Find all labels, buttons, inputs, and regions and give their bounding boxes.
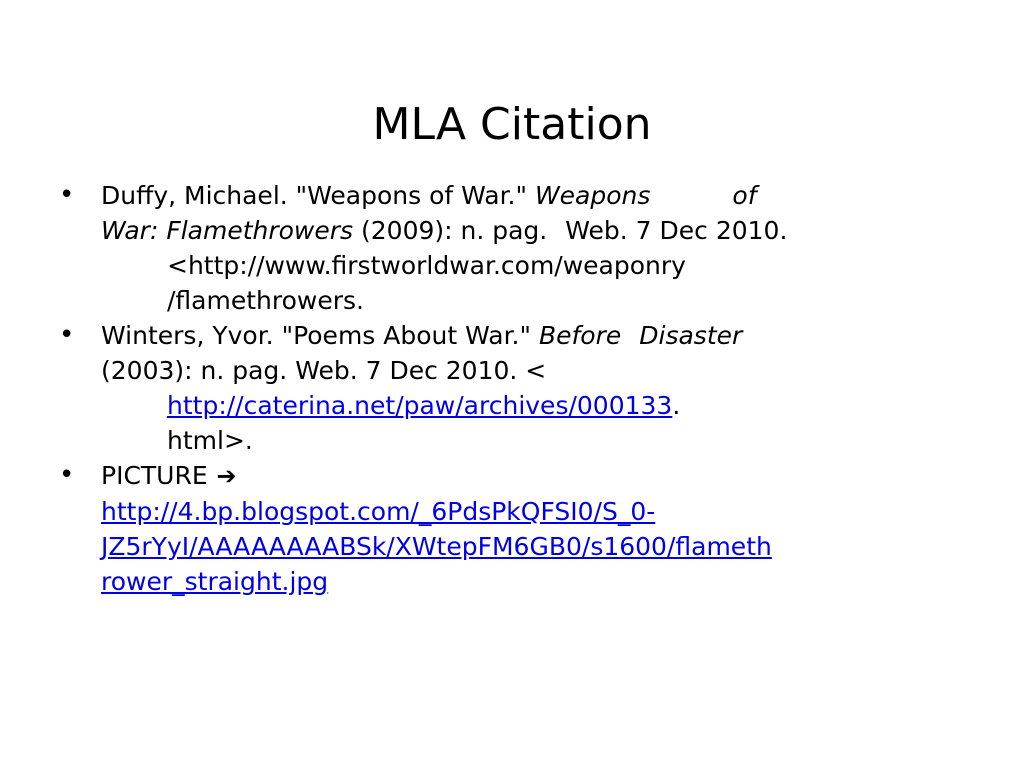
picture-url-link[interactable]: JZ5rYyI/AAAAAAAABSk/XWtepFM6GB0/s1600/flameth (101, 532, 772, 561)
citation-url-link[interactable]: http://caterina.net/paw/archives/000133 (167, 391, 673, 420)
citation-item-winters (55, 318, 975, 458)
citation-web-date: Web. 7 Dec 2010. (565, 216, 788, 245)
citation-work-title: Before (538, 321, 622, 350)
citation-line (101, 213, 975, 248)
citation-url: /flamethrowers. (167, 286, 364, 315)
picture-text (101, 458, 975, 599)
citation-url-tail: html>. (167, 426, 253, 455)
bullet-icon: • (59, 180, 75, 210)
picture-item (55, 458, 975, 599)
citation-author: Winters, Yvor. "Poems About War." (101, 321, 539, 350)
citation-work-title: Disaster (639, 321, 743, 350)
citation-author: Duffy, Michael. "Weapons of War." (101, 181, 535, 210)
citation-item-duffy (55, 178, 975, 318)
citation-details: (2009): n. pag. (353, 216, 548, 245)
right-arrow-icon: ➔ (216, 462, 237, 490)
picture-label-line (101, 458, 975, 494)
citation-work-title: Weapons (534, 181, 651, 210)
bullet-icon: • (59, 460, 75, 490)
citation-list (55, 178, 975, 599)
picture-label: PICTURE (101, 461, 216, 490)
citation-details: (2003): n. pag. Web. 7 Dec 2010. < (101, 356, 547, 385)
citation-url-suffix: . (672, 391, 681, 420)
citation-line (101, 178, 975, 213)
citation-work-title: War: Flamethrowers (101, 216, 354, 245)
citation-line (101, 388, 975, 423)
citation-text (101, 178, 975, 318)
citation-text (101, 318, 975, 458)
bullet-icon: • (59, 320, 75, 350)
picture-url-link[interactable]: rower_straight.jpg (101, 567, 329, 596)
citation-line (101, 318, 975, 353)
picture-url-link[interactable]: http://4.bp.blogspot.com/_6PdsPkQFSI0/S_0- (101, 497, 656, 526)
citation-work-title: of (732, 181, 757, 210)
slide-title: MLA Citation (372, 99, 652, 151)
citation-url: <http://www.firstworldwar.com/weaponry (167, 251, 686, 280)
